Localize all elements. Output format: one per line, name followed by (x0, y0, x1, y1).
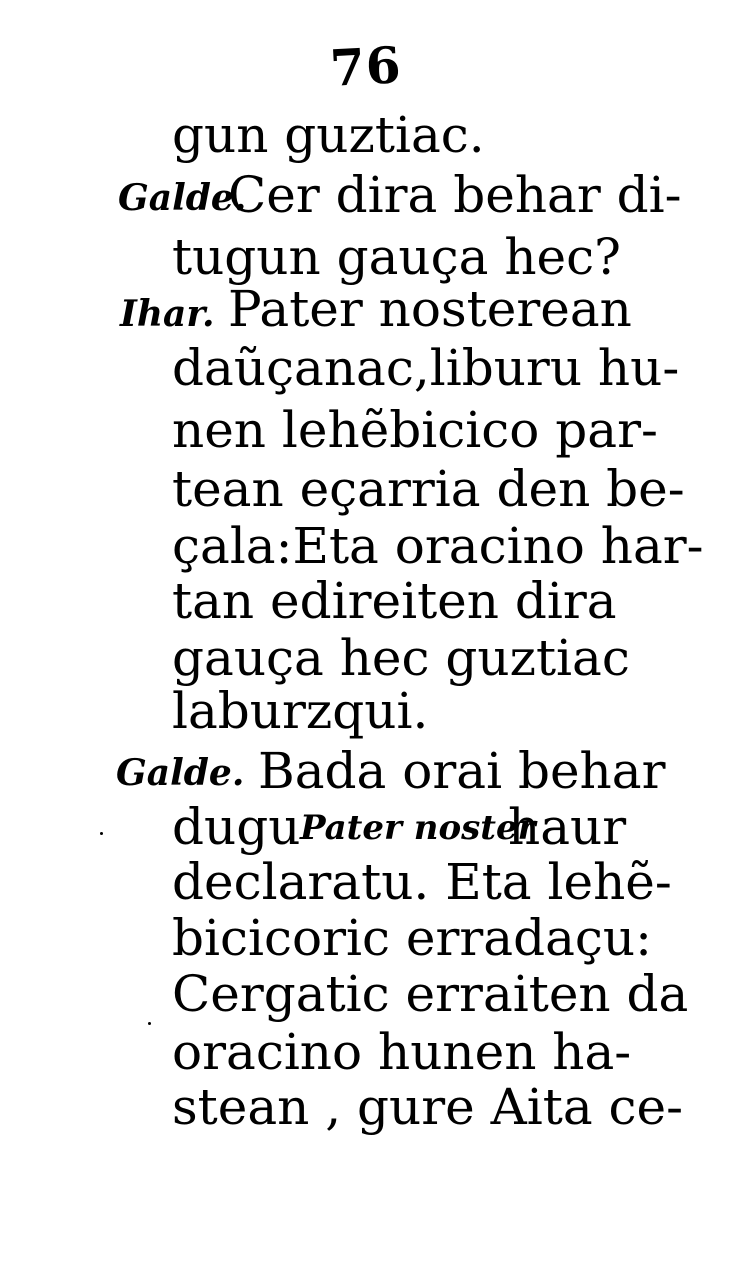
text-line: çala:Eta oracino har- (172, 517, 704, 575)
ink-speck (148, 1022, 151, 1025)
text-line: tugun gauça hec? (172, 228, 621, 286)
text-line: bicicoric erradaçu: (172, 909, 652, 967)
text-line: Cergatic erraiten da (172, 965, 689, 1023)
text-line: gauça hec guztiac (172, 629, 630, 687)
text-line: Bada orai behar (258, 742, 666, 800)
text-line: laburzqui. (172, 682, 429, 740)
speaker-label: Galde. (116, 752, 245, 794)
text-line: tan edireiten dira (172, 572, 617, 630)
text-line: daũçanac,liburu hu- (172, 339, 680, 397)
italic-phrase: Pater noster (300, 808, 536, 848)
text-line: Cer dira behar di- (228, 166, 682, 224)
text-line: haur (508, 798, 627, 856)
speaker-label: Ihar. (120, 293, 215, 335)
speaker-label: Galde. (118, 177, 247, 219)
ink-speck (100, 832, 103, 835)
page-number: 76 (328, 35, 404, 98)
text-line: dugu (172, 798, 301, 856)
text-line: stean , gure Aita ce- (172, 1078, 684, 1136)
text-line: tean eçarria den be- (172, 460, 685, 518)
text-line: declaratu. Eta lehẽ- (172, 853, 672, 911)
text-line: Pater nosterean (228, 280, 632, 338)
text-line: gun guztiac. (172, 106, 485, 164)
text-line: nen lehẽbicico par- (172, 401, 658, 459)
text-line: oracino hunen ha- (172, 1023, 632, 1081)
